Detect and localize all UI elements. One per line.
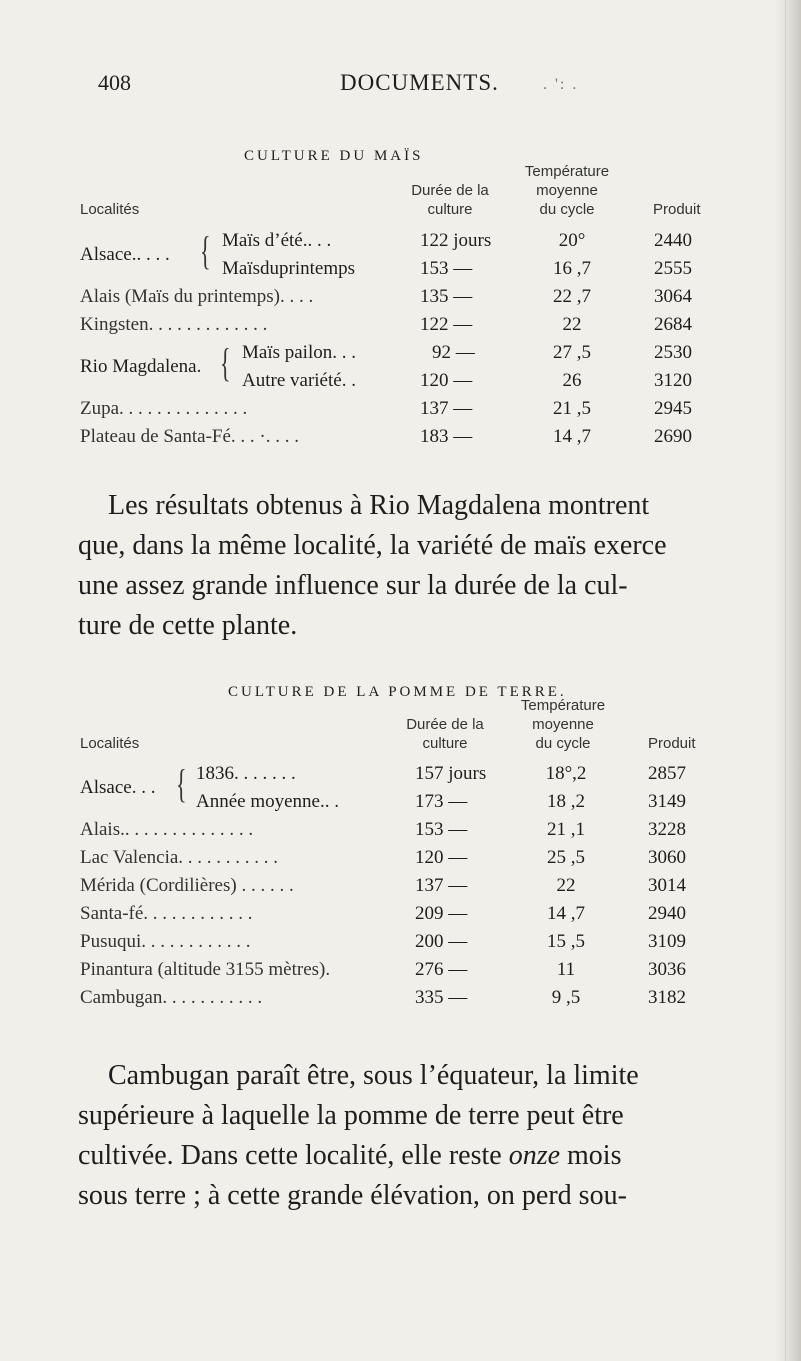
table1-temp: 22 ,7 — [553, 286, 591, 307]
table2-produit: 2940 — [648, 903, 686, 924]
table2-duree: 173 — — [415, 791, 468, 812]
table1-duree: 92 — — [432, 342, 475, 363]
table2-produit: 3149 — [648, 791, 686, 812]
table1-temp: 27 ,5 — [553, 342, 591, 363]
text-line: sous terre ; à cette grande élévation, on perd sou- — [78, 1180, 627, 1211]
table2-col-duree: Durée de la culture — [406, 716, 484, 752]
header-marks: . ': . — [543, 76, 579, 93]
table2-col-temperature: Température moyenne du cycle — [520, 697, 606, 752]
table1-temp: 26 — [562, 370, 582, 391]
table2-temp: 18°,2 — [545, 763, 587, 784]
table1-group-alsace: Alsace.. . . . — [80, 244, 170, 265]
text-line: Les résultats obtenus à Rio Magdalena montrent — [108, 490, 650, 521]
table1-produit: 2945 — [654, 398, 692, 419]
page-edge-shadow — [775, 0, 801, 1361]
table1-localite: Kingsten. . . . . . . . . . . . . — [80, 314, 268, 335]
text-line: supérieure à laquelle la pomme de terre peut être — [78, 1100, 624, 1131]
table2-temp: 11 — [556, 959, 576, 980]
table1-produit: 2555 — [654, 258, 692, 279]
table2-duree: 153 — — [415, 819, 468, 840]
table1-col-duree: Durée de la culture — [411, 182, 489, 218]
table1-duree: 120 — — [420, 370, 473, 391]
text-line: une assez grande influence sur la durée de la cul- — [78, 570, 628, 601]
table1-col-localites: Localités — [80, 201, 140, 218]
table2-duree: 209 — — [415, 903, 468, 924]
table1-col-produit: Produit — [653, 201, 701, 218]
table1-duree: 122 — — [420, 314, 473, 335]
table2-duree: 120 — — [415, 847, 468, 868]
table1-produit: 2440 — [654, 230, 692, 251]
table1-temp: 20° — [558, 230, 586, 251]
table2-duree: 200 — — [415, 931, 468, 952]
table1-title: CULTURE DU MAÏS — [244, 148, 424, 164]
table1-produit: 2530 — [654, 342, 692, 363]
table2-localite: Alais.. . . . . . . . . . . . . . — [80, 819, 254, 840]
table1-temp: 16 ,7 — [553, 258, 591, 279]
table1-duree: 137 — — [420, 398, 473, 419]
text-fragment: cultivée. Dans cette localité, elle reste — [78, 1140, 502, 1171]
table2-localite: Santa-fé. . . . . . . . . . . . — [80, 903, 253, 924]
table2-produit: 3014 — [648, 875, 686, 896]
table2-duree: 276 — — [415, 959, 468, 980]
brace-icon: { — [220, 340, 231, 385]
table2-localite: Pusuqui. . . . . . . . . . . . — [80, 931, 251, 952]
table1-produit: 2684 — [654, 314, 692, 335]
table2-produit: 3060 — [648, 847, 686, 868]
table1-duree: 135 — — [420, 286, 473, 307]
table1-col-temperature: Température moyenne du cycle — [524, 163, 610, 218]
table2-temp: 15 ,5 — [547, 931, 585, 952]
page-number: 408 — [98, 70, 131, 95]
text-line: que, dans la même localité, la variété de maïs exerce — [78, 530, 667, 561]
table2-duree: 157 jours — [415, 763, 487, 784]
table1-temp: 14 ,7 — [553, 426, 591, 447]
brace-icon: { — [200, 228, 211, 273]
table1-localite: Plateau de Santa-Fé. . . ·. . . . — [80, 426, 299, 447]
table2-localite: Mérida (Cordilières) . . . . . . — [80, 875, 294, 896]
table2-temp: 21 ,1 — [547, 819, 585, 840]
running-title: DOCUMENTS. — [340, 70, 499, 95]
table2-produit: 2857 — [648, 763, 686, 784]
table1-variety: Maïsduprintemps — [222, 258, 355, 279]
text-line — [78, 1136, 740, 1176]
table1-variety: Maïs pailon. . . — [242, 342, 356, 363]
table2-col-localites: Localités — [80, 735, 140, 752]
table1-temp: 21 ,5 — [553, 398, 591, 419]
table2-temp: 14 ,7 — [547, 903, 585, 924]
table2-variety: Année moyenne.. . — [196, 791, 339, 812]
table2-title: CULTURE DE LA POMME DE TERRE. — [228, 684, 567, 700]
table2-duree: 335 — — [415, 987, 468, 1008]
emphasis-onze: onze — [508, 1140, 561, 1171]
table1-produit: 2690 — [654, 426, 692, 447]
table2-duree: 137 — — [415, 875, 468, 896]
paragraph-maize-results — [78, 486, 740, 646]
table2-produit: 3109 — [648, 931, 686, 952]
table2-temp: 25 ,5 — [547, 847, 585, 868]
text-line: Cambugan paraît être, sous l’équateur, la limite — [108, 1060, 639, 1091]
text-line: ture de cette plante. — [78, 610, 298, 641]
table2-localite: Cambugan. . . . . . . . . . . — [80, 987, 263, 1008]
table1-duree: 183 — — [420, 426, 473, 447]
table2-col-produit: Produit — [648, 735, 696, 752]
table2-localite: Pinantura (altitude 3155 mètres). — [80, 959, 331, 980]
table1-produit: 3120 — [654, 370, 692, 391]
text-fragment: mois — [567, 1140, 622, 1171]
table1-localite: Zupa. . . . . . . . . . . . . . — [80, 398, 248, 419]
table1-temp: 22 — [562, 314, 582, 335]
table1-duree: 122 jours — [420, 230, 492, 251]
table2-temp: 9 ,5 — [551, 987, 581, 1008]
table2-temp: 22 — [556, 875, 576, 896]
table2-produit: 3182 — [648, 987, 686, 1008]
paragraph-cambugan — [78, 1056, 740, 1216]
table1-variety: Autre variété. . — [242, 370, 356, 391]
table1-localite: Alais (Maïs du printemps). . . . — [80, 286, 314, 307]
table1-group-rio-magdalena: Rio Magdalena. — [80, 356, 202, 377]
table2-produit: 3228 — [648, 819, 686, 840]
table2-temp: 18 ,2 — [547, 791, 585, 812]
table1-produit: 3064 — [654, 286, 692, 307]
table1-duree: 153 — — [420, 258, 473, 279]
table2-group-alsace: Alsace. . . — [80, 777, 156, 798]
table2-variety: 1836. . . . . . . — [196, 763, 296, 784]
table2-localite: Lac Valencia. . . . . . . . . . . — [80, 847, 279, 868]
table2-produit: 3036 — [648, 959, 686, 980]
table1-variety: Maïs d’été.. . . — [222, 230, 332, 251]
brace-icon: { — [176, 761, 187, 806]
